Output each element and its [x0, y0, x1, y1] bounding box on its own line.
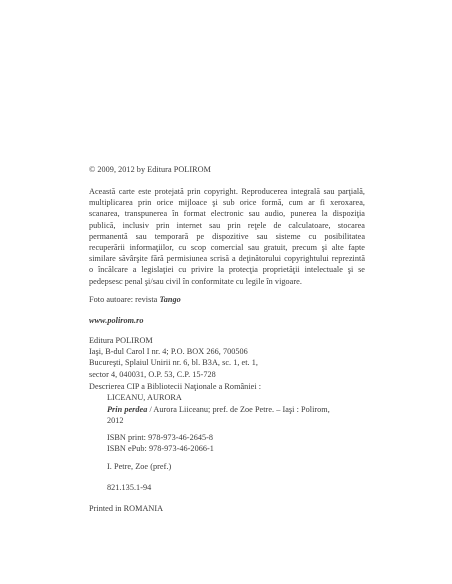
isbn-print: ISBN print: 978-973-46-2645-8: [107, 433, 214, 442]
photo-credit: [89, 294, 365, 305]
printed-in: Printed in ROMANIA: [89, 504, 164, 513]
cip-author: LICEANU, AURORA: [107, 393, 182, 402]
copyright-line: © 2009, 2012 by Editura POLIROM: [89, 165, 211, 174]
publisher-name: Editura POLIROM: [89, 336, 153, 345]
isbn-epub: ISBN ePub: 978-973-46-2066-1: [107, 444, 214, 454]
rights-notice-line: permanentă sau temporară pe dispozitive sau sisteme cu posibilitatea: [89, 231, 365, 241]
cip-title-block: [107, 404, 365, 426]
photo-credit-prefix: Foto autoare: revista: [89, 295, 160, 304]
cip-title-rest: / Aurora Liiceanu; pref. de Zoe Petre. – Iaşi : Polirom,: [147, 405, 330, 414]
cip-heading: Descrierea CIP a Bibliotecii Naţionale a României :: [89, 382, 262, 391]
address-iasi: Iaşi, B-dul Carol I nr. 4; P.O. BOX 266, 700506: [89, 347, 248, 357]
cip-classification: 821.135.1-94: [107, 483, 152, 492]
rights-notice: [89, 186, 365, 287]
cip-isbn: [107, 432, 365, 454]
cip-tracings: I. Petre, Zoe (pref.): [107, 462, 172, 471]
rights-notice-line: similare săvârşite fără permisiunea scrisă a deţinătorului copyrightului reprezintă: [89, 254, 365, 264]
publisher-website: www.polirom.ro: [89, 316, 144, 325]
address-bucuresti: Bucureşti, Splaiul Unirii nr. 6, bl. B3A, sc. 1, et. 1,: [89, 358, 258, 368]
rights-notice-line: Această carte este protejată prin copyright. Reproducerea integrală sau parţială,: [89, 187, 365, 196]
rights-notice-line: publică, inclusiv prin internet sau prin reţele de calculatoare, stocarea: [89, 220, 365, 230]
publisher-address: [89, 335, 365, 380]
cip-year: 2012: [107, 416, 124, 426]
address-sector: sector 4, 040031, O.P. 53, C.P. 15-728: [89, 369, 216, 379]
rights-notice-line: recuperării informaţiilor, cu scop comercial sau gratuit, precum şi alte fapte: [89, 243, 365, 253]
rights-notice-line: pedepsesc penal şi/sau civil în conformitate cu legile în vigoare.: [89, 276, 302, 286]
rights-notice-line: multiplicarea prin orice mijloace şi sub orice formă, cum ar fi xeroxarea,: [89, 198, 365, 208]
cip-title: Prin perdea: [107, 405, 148, 414]
photo-credit-source: Tango: [159, 295, 181, 304]
rights-notice-line: o încălcare a legislaţiei cu privire la protecţia proprietăţii intelectuale şi se: [89, 265, 365, 275]
rights-notice-line: scanarea, transpunerea în format electronic sau audio, punerea la dispoziţia: [89, 209, 365, 219]
